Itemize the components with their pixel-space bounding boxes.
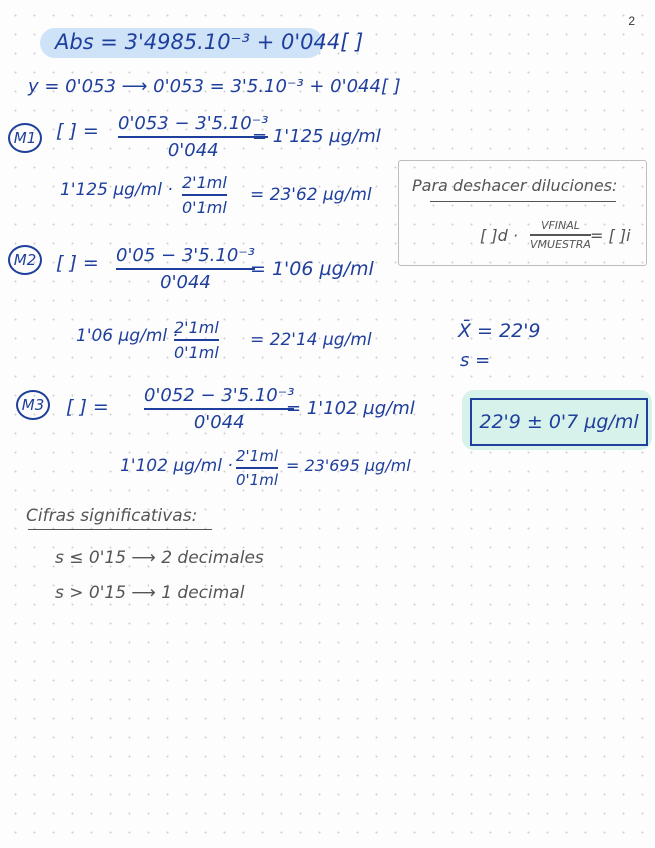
m3-fraction: [144, 385, 294, 433]
m1-result: = 1'125 µg/ml: [252, 126, 381, 147]
m2-dilution-numerator: 2'1ml: [174, 318, 219, 337]
m3-numerator: 0'052 − 3'5.10⁻³: [144, 385, 295, 406]
m3-lhs: [ ] =: [66, 396, 109, 418]
m1-dilution-denominator: 0'1ml: [182, 198, 227, 217]
sig-figs-rule-2: s > 0'15 ⟶ 1 decimal: [55, 583, 245, 603]
m2-dilution-lhs: 1'06 µg/ml ·: [76, 326, 178, 346]
m3-dilution-result: = 23'695 µg/ml: [286, 456, 411, 475]
m3-denominator: 0'044: [193, 412, 245, 433]
m1-numerator: 0'053 − 3'5.10⁻³: [118, 113, 269, 134]
m1-denominator: 0'044: [167, 140, 219, 161]
m2-lhs: [ ] =: [56, 252, 99, 274]
calibration-equation: Abs = 3'4985.10⁻³ + 0'044[ ]: [55, 30, 364, 54]
m2-dilution-denominator: 0'1ml: [174, 343, 219, 362]
standard-deviation: s =: [460, 350, 491, 371]
page-number: 2: [628, 14, 635, 28]
m3-dilution-lhs: 1'102 µg/ml ·: [120, 456, 233, 476]
m2-dilution-result: = 22'14 µg/ml: [250, 330, 372, 350]
m1-fraction: [118, 113, 268, 161]
v-muestra: VMUESTRA: [530, 238, 591, 251]
dilution-note-title: Para deshacer diluciones:: [412, 176, 618, 195]
m1-lhs: [ ] =: [56, 120, 99, 142]
mean-value: X̄ = 22'9: [458, 320, 541, 342]
m2-result: = 1'06 µg/ml: [250, 258, 374, 280]
m1-dilution-numerator: 2'1ml: [182, 173, 227, 192]
m2-fraction: [116, 245, 255, 293]
sig-figs-underline: [28, 529, 212, 530]
dilution-formula-rhs: = [ ]i: [590, 226, 631, 245]
sig-figs-rule-1: s ≤ 0'15 ⟶ 2 decimales: [55, 548, 264, 568]
m3-result: = 1'102 µg/ml: [286, 398, 415, 419]
v-final: VFINAL: [540, 219, 580, 232]
m2-dilution-fraction: [174, 318, 219, 362]
m2-denominator: 0'044: [160, 272, 211, 293]
m2-numerator: 0'05 − 3'5.10⁻³: [116, 245, 256, 266]
m1-dilution-fraction: [182, 173, 227, 217]
substitution-line: y = 0'053 ⟶ 0'053 = 3'5.10⁻³ + 0'044[ ]: [28, 76, 401, 97]
dilution-formula-fraction: [530, 219, 591, 251]
sig-figs-title: Cifras significativas:: [26, 506, 198, 526]
m3-dilution-numerator: 2'1ml: [236, 447, 278, 465]
m1-dilution-result: = 23'62 µg/ml: [250, 185, 372, 205]
m1-dilution-lhs: 1'125 µg/ml ·: [60, 180, 173, 200]
m3-dilution-fraction: [236, 447, 278, 489]
title-underline: [430, 201, 616, 202]
sample-label-m3: M3: [16, 390, 50, 420]
dilution-formula-lhs: [ ]d ·: [480, 226, 518, 245]
sample-label-m2: M2: [8, 245, 42, 275]
final-result: 22'9 ± 0'7 µg/ml: [470, 398, 648, 446]
m3-dilution-denominator: 0'1ml: [236, 471, 278, 489]
sample-label-m1: M1: [8, 123, 42, 153]
